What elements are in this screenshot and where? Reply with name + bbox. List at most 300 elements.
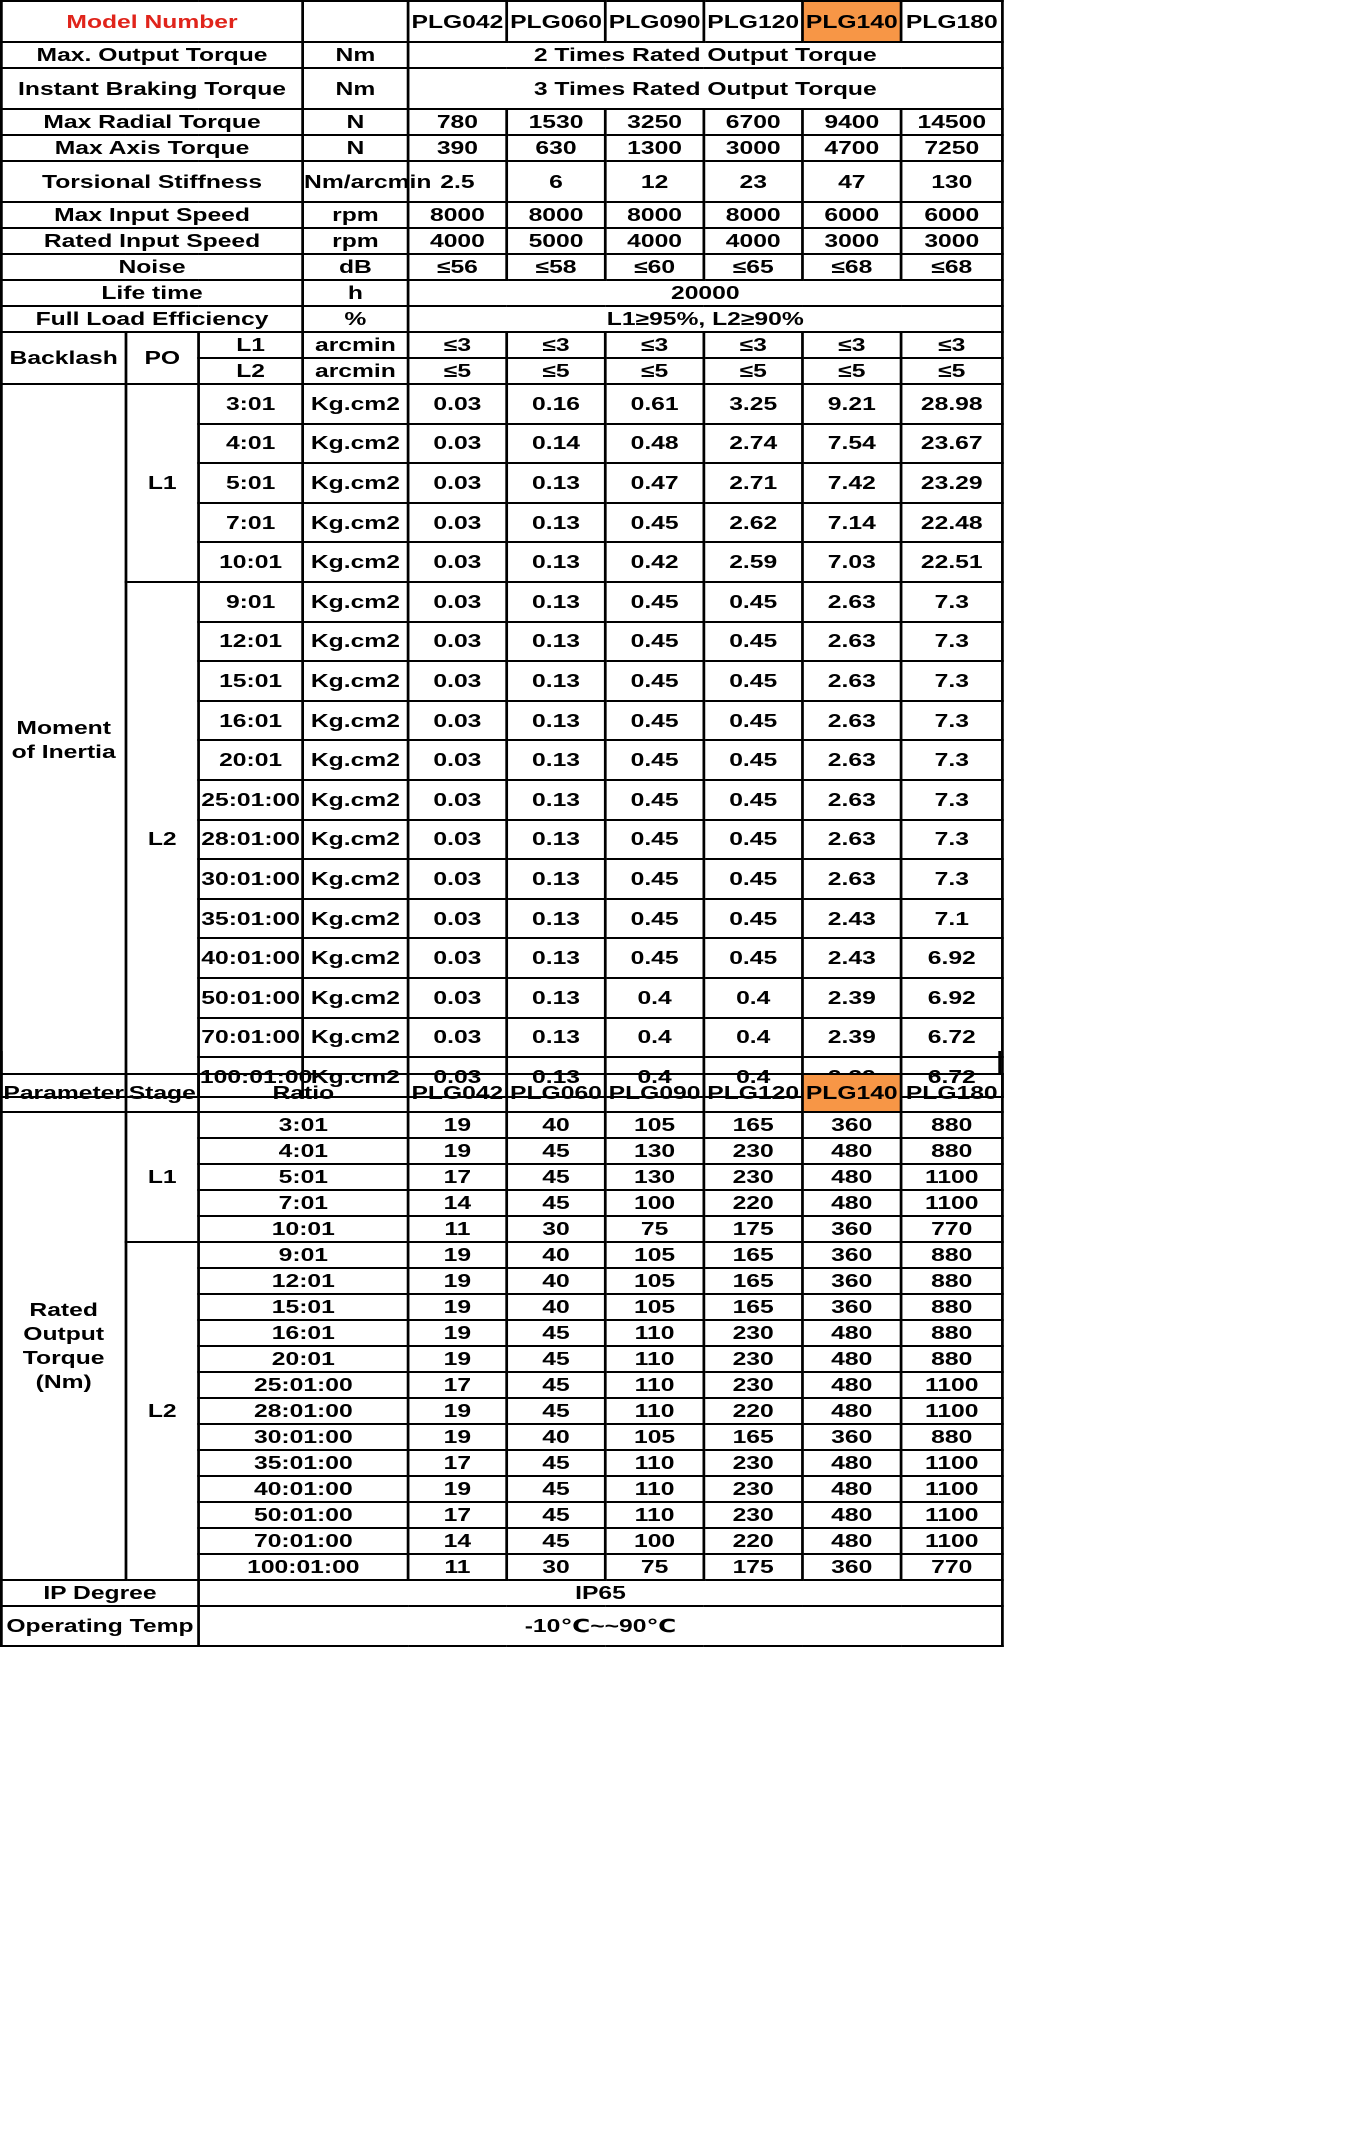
inertia-value: 0.45 <box>704 701 803 741</box>
spec-unit: N <box>303 135 408 161</box>
inertia-value: 7.3 <box>901 820 1002 860</box>
spec-value: 47 <box>803 161 902 202</box>
torque-value: 30 <box>507 1554 606 1580</box>
torque-value: 110 <box>605 1320 704 1346</box>
spec-value: 3250 <box>605 109 704 135</box>
torque-value: 480 <box>802 1372 901 1398</box>
inertia-value: 0.45 <box>605 899 704 939</box>
torque-stage: L1 <box>126 1112 199 1242</box>
ip-degree-value: IP65 <box>199 1580 1003 1606</box>
spec-value: 390 <box>408 135 507 161</box>
torque-value: 1100 <box>901 1372 1002 1398</box>
inertia-value: 7.14 <box>803 503 902 543</box>
inertia-unit: Kg.cm2 <box>303 701 408 741</box>
inertia-value: 7.3 <box>901 661 1002 701</box>
inertia-value: 0.61 <box>605 384 704 424</box>
inertia-row <box>1 384 1002 424</box>
inertia-value: 0.13 <box>507 463 606 503</box>
inertia-value: 2.63 <box>803 622 902 662</box>
inertia-value: 0.13 <box>507 820 606 860</box>
inertia-value: 0.45 <box>704 661 803 701</box>
inertia-value: 0.03 <box>408 384 507 424</box>
inertia-value: 2.62 <box>704 503 803 543</box>
model-header-plg180: PLG180 <box>901 1074 1002 1112</box>
spec-row <box>1 161 1002 202</box>
inertia-value: 0.03 <box>408 938 507 978</box>
torque-ratio: 3:01 <box>199 1112 409 1138</box>
spec-label: Noise <box>1 254 302 280</box>
spec-value: 8000 <box>605 202 704 228</box>
torque-value: 480 <box>802 1320 901 1346</box>
torque-value: 45 <box>507 1450 606 1476</box>
torque-value: 880 <box>901 1294 1002 1320</box>
torque-value: 17 <box>408 1372 507 1398</box>
torque-value: 19 <box>408 1112 507 1138</box>
inertia-value: 0.03 <box>408 542 507 582</box>
inertia-value: 0.4 <box>704 1018 803 1058</box>
inertia-value: 7.3 <box>901 582 1002 622</box>
torque-value: 880 <box>901 1138 1002 1164</box>
spec-label: Max Axis Torque <box>1 135 302 161</box>
spec-value: 4000 <box>704 228 803 254</box>
inertia-value: 23.29 <box>901 463 1002 503</box>
inertia-value: 0.45 <box>605 503 704 543</box>
torque-value: 360 <box>802 1112 901 1138</box>
inertia-value: 0.13 <box>507 542 606 582</box>
backlash-stage: L1 <box>199 332 303 358</box>
inertia-value: 0.4 <box>605 1057 704 1097</box>
inertia-ratio: 25:01:00 <box>199 780 303 820</box>
gearbox-spec-table <box>0 0 1004 1098</box>
inertia-value: 0.03 <box>408 503 507 543</box>
torque-value: 770 <box>901 1554 1002 1580</box>
torque-value: 230 <box>704 1450 803 1476</box>
torque-ratio: 30:01:00 <box>199 1424 409 1450</box>
inertia-value: 2.63 <box>803 820 902 860</box>
inertia-value: 2.59 <box>704 542 803 582</box>
torque-value: 880 <box>901 1424 1002 1450</box>
inertia-value: 0.45 <box>605 701 704 741</box>
torque-value: 45 <box>507 1502 606 1528</box>
table-spacer <box>0 1051 1001 1073</box>
inertia-value: 3.25 <box>704 384 803 424</box>
torque-value: 100 <box>605 1528 704 1554</box>
spec-merged-value: 2 Times Rated Output Torque <box>408 42 1002 68</box>
torque-value: 480 <box>802 1398 901 1424</box>
spec-value: 8000 <box>408 202 507 228</box>
torque-ratio: 7:01 <box>199 1190 409 1216</box>
spec-value: 5000 <box>507 228 606 254</box>
inertia-value: 0.45 <box>605 938 704 978</box>
inertia-value: 7.3 <box>901 701 1002 741</box>
spec-merged-value: 3 Times Rated Output Torque <box>408 68 1002 109</box>
spec-value: 4000 <box>408 228 507 254</box>
torque-value: 110 <box>605 1372 704 1398</box>
torque-value: 360 <box>802 1216 901 1242</box>
torque-value: 100 <box>605 1190 704 1216</box>
inertia-ratio: 30:01:00 <box>199 859 303 899</box>
spec-row <box>1 135 1002 161</box>
inertia-value: 2.39 <box>803 978 902 1018</box>
torque-value: 17 <box>408 1164 507 1190</box>
backlash-value: ≤3 <box>901 332 1002 358</box>
moment-of-inertia-label: Moment of Inertia <box>1 384 126 1097</box>
torque-value: 230 <box>704 1502 803 1528</box>
spec-value: 780 <box>408 109 507 135</box>
inertia-value: 7.54 <box>803 424 902 464</box>
inertia-ratio: 3:01 <box>199 384 303 424</box>
spec-row <box>1 202 1002 228</box>
torque-header-row <box>1 1074 1002 1112</box>
inertia-unit: Kg.cm2 <box>303 661 408 701</box>
inertia-value: 0.45 <box>605 622 704 662</box>
spec-value: 4700 <box>803 135 902 161</box>
torque-value: 105 <box>605 1424 704 1450</box>
torque-value: 480 <box>802 1528 901 1554</box>
spec-value: 12 <box>605 161 704 202</box>
inertia-ratio: 35:01:00 <box>199 899 303 939</box>
torque-value: 40 <box>507 1112 606 1138</box>
inertia-ratio: 4:01 <box>199 424 303 464</box>
torque-value: 110 <box>605 1346 704 1372</box>
torque-value: 165 <box>704 1242 803 1268</box>
inertia-unit: Kg.cm2 <box>303 1018 408 1058</box>
torque-value: 17 <box>408 1450 507 1476</box>
spec-label: Life time <box>1 280 302 306</box>
inertia-value: 0.13 <box>507 899 606 939</box>
spec-value: 630 <box>507 135 606 161</box>
inertia-unit: Kg.cm2 <box>303 1057 408 1097</box>
spec-unit: rpm <box>303 202 408 228</box>
inertia-ratio: 70:01:00 <box>199 1018 303 1058</box>
torque-row <box>1 1112 1002 1138</box>
torque-value: 19 <box>408 1268 507 1294</box>
torque-value: 11 <box>408 1216 507 1242</box>
torque-ratio: 20:01 <box>199 1346 409 1372</box>
inertia-value: 9.21 <box>803 384 902 424</box>
inertia-value: 0.13 <box>507 503 606 543</box>
torque-value: 230 <box>704 1346 803 1372</box>
torque-ratio: 25:01:00 <box>199 1372 409 1398</box>
torque-value: 11 <box>408 1554 507 1580</box>
inertia-unit: Kg.cm2 <box>303 503 408 543</box>
torque-value: 220 <box>704 1190 803 1216</box>
inertia-unit: Kg.cm2 <box>303 384 408 424</box>
inertia-value: 0.03 <box>408 740 507 780</box>
torque-value: 220 <box>704 1398 803 1424</box>
torque-value: 230 <box>704 1476 803 1502</box>
torque-value: 480 <box>802 1190 901 1216</box>
inertia-value: 2.43 <box>803 899 902 939</box>
operating-temp-value: -10℃~~90℃ <box>199 1606 1003 1646</box>
inertia-unit: Kg.cm2 <box>303 780 408 820</box>
torque-ratio: 70:01:00 <box>199 1528 409 1554</box>
inertia-value: 6.72 <box>901 1018 1002 1058</box>
model-header-plg140: PLG140 <box>803 1 902 42</box>
inertia-value: 0.03 <box>408 463 507 503</box>
torque-value: 1100 <box>901 1450 1002 1476</box>
inertia-value: 2.63 <box>803 740 902 780</box>
torque-value: 14 <box>408 1190 507 1216</box>
torque-ratio: 5:01 <box>199 1164 409 1190</box>
torque-value: 880 <box>901 1346 1002 1372</box>
spec-value: 1300 <box>605 135 704 161</box>
inertia-value: 0.4 <box>704 978 803 1018</box>
inertia-value: 0.03 <box>408 622 507 662</box>
torque-ratio: 9:01 <box>199 1242 409 1268</box>
inertia-stage: L2 <box>126 582 199 1097</box>
inertia-value: 0.16 <box>507 384 606 424</box>
inertia-ratio: 15:01 <box>199 661 303 701</box>
spec-value: 8000 <box>704 202 803 228</box>
torque-value: 360 <box>802 1554 901 1580</box>
inertia-value: 0.13 <box>507 740 606 780</box>
torque-value: 19 <box>408 1424 507 1450</box>
inertia-value: 0.45 <box>704 938 803 978</box>
inertia-value: 0.14 <box>507 424 606 464</box>
inertia-value: 0.03 <box>408 1057 507 1097</box>
torque-stage: L2 <box>126 1242 199 1580</box>
spec-row <box>1 42 1002 68</box>
inertia-value: 0.45 <box>704 780 803 820</box>
spec-value: 6000 <box>803 202 902 228</box>
inertia-value: 0.03 <box>408 582 507 622</box>
inertia-value: 22.51 <box>901 542 1002 582</box>
torque-value: 75 <box>605 1554 704 1580</box>
inertia-value: 0.13 <box>507 938 606 978</box>
torque-value: 1100 <box>901 1476 1002 1502</box>
spec-label: Max Radial Torque <box>1 109 302 135</box>
backlash-value: ≤3 <box>704 332 803 358</box>
torque-value: 17 <box>408 1502 507 1528</box>
torque-value: 165 <box>704 1268 803 1294</box>
inertia-unit: Kg.cm2 <box>303 978 408 1018</box>
inertia-ratio: 100:01:00 <box>199 1057 303 1097</box>
inertia-value: 0.13 <box>507 780 606 820</box>
backlash-value: ≤5 <box>704 358 803 384</box>
torque-value: 165 <box>704 1294 803 1320</box>
inertia-ratio: 10:01 <box>199 542 303 582</box>
rated-output-torque-table <box>0 1073 1004 1647</box>
torque-value: 110 <box>605 1398 704 1424</box>
torque-value: 40 <box>507 1268 606 1294</box>
spec-unit: Nm <box>303 68 408 109</box>
inertia-value: 2.63 <box>803 661 902 701</box>
inertia-unit: Kg.cm2 <box>303 622 408 662</box>
inertia-value: 0.45 <box>605 780 704 820</box>
inertia-ratio: 40:01:00 <box>199 938 303 978</box>
inertia-unit: Kg.cm2 <box>303 820 408 860</box>
torque-ratio: 15:01 <box>199 1294 409 1320</box>
inertia-ratio: 50:01:00 <box>199 978 303 1018</box>
torque-value: 45 <box>507 1190 606 1216</box>
stage-header: Stage <box>126 1074 199 1112</box>
inertia-value: 2.63 <box>803 859 902 899</box>
inertia-unit: Kg.cm2 <box>303 899 408 939</box>
torque-ratio: 35:01:00 <box>199 1450 409 1476</box>
torque-value: 45 <box>507 1528 606 1554</box>
inertia-value: 0.13 <box>507 701 606 741</box>
inertia-value: 0.47 <box>605 463 704 503</box>
inertia-value: 0.45 <box>605 859 704 899</box>
inertia-value: 0.13 <box>507 622 606 662</box>
backlash-value: ≤5 <box>507 358 606 384</box>
torque-value: 45 <box>507 1138 606 1164</box>
inertia-value: 7.3 <box>901 859 1002 899</box>
torque-value: 45 <box>507 1346 606 1372</box>
torque-value: 480 <box>802 1164 901 1190</box>
model-header-plg090: PLG090 <box>605 1 704 42</box>
backlash-unit: arcmin <box>303 358 408 384</box>
spec-row <box>1 280 1002 306</box>
backlash-value: ≤5 <box>408 358 507 384</box>
torque-value: 880 <box>901 1320 1002 1346</box>
torque-value: 480 <box>802 1502 901 1528</box>
torque-value: 19 <box>408 1242 507 1268</box>
torque-value: 30 <box>507 1216 606 1242</box>
torque-value: 480 <box>802 1138 901 1164</box>
spec-value: ≤60 <box>605 254 704 280</box>
torque-value: 770 <box>901 1216 1002 1242</box>
torque-value: 40 <box>507 1242 606 1268</box>
inertia-value: 0.03 <box>408 661 507 701</box>
inertia-value: 0.45 <box>605 740 704 780</box>
torque-value: 40 <box>507 1424 606 1450</box>
spec-unit: dB <box>303 254 408 280</box>
inertia-value: 0.03 <box>408 820 507 860</box>
inertia-ratio: 20:01 <box>199 740 303 780</box>
spec-unit: h <box>303 280 408 306</box>
spec-value: 3000 <box>901 228 1002 254</box>
spec-value: 6 <box>507 161 606 202</box>
torque-value: 1100 <box>901 1502 1002 1528</box>
inertia-value: 6.72 <box>901 1057 1002 1097</box>
spec-unit: Nm <box>303 42 408 68</box>
inertia-value: 0.03 <box>408 978 507 1018</box>
inertia-value: 0.48 <box>605 424 704 464</box>
inertia-value: 0.42 <box>605 542 704 582</box>
inertia-value: 0.03 <box>408 424 507 464</box>
torque-ratio: 40:01:00 <box>199 1476 409 1502</box>
spec-value: ≤68 <box>901 254 1002 280</box>
inertia-value: 0.45 <box>704 582 803 622</box>
spec-label: Rated Input Speed <box>1 228 302 254</box>
inertia-value: 6.92 <box>901 938 1002 978</box>
spec-value: 3000 <box>704 135 803 161</box>
torque-value: 1100 <box>901 1190 1002 1216</box>
inertia-value: 0.03 <box>408 1018 507 1058</box>
inertia-unit: Kg.cm2 <box>303 463 408 503</box>
inertia-value: 0.45 <box>704 859 803 899</box>
torque-value: 105 <box>605 1112 704 1138</box>
inertia-value: 2.74 <box>704 424 803 464</box>
torque-value: 480 <box>802 1450 901 1476</box>
torque-value: 19 <box>408 1294 507 1320</box>
torque-ratio: 28:01:00 <box>199 1398 409 1424</box>
torque-value: 1100 <box>901 1398 1002 1424</box>
torque-value: 165 <box>704 1424 803 1450</box>
spec-value: 130 <box>901 161 1002 202</box>
inertia-value: 0.45 <box>704 622 803 662</box>
spec-unit: % <box>303 306 408 332</box>
inertia-value: 2.71 <box>704 463 803 503</box>
torque-value: 480 <box>802 1476 901 1502</box>
torque-value: 45 <box>507 1476 606 1502</box>
torque-ratio: 12:01 <box>199 1268 409 1294</box>
inertia-unit: Kg.cm2 <box>303 582 408 622</box>
inertia-value: 0.4 <box>605 978 704 1018</box>
inertia-value: 7.3 <box>901 622 1002 662</box>
inertia-value: 7.42 <box>803 463 902 503</box>
inertia-unit: Kg.cm2 <box>303 542 408 582</box>
spec-label: Full Load Efficiency <box>1 306 302 332</box>
torque-value: 230 <box>704 1320 803 1346</box>
torque-ratio: 16:01 <box>199 1320 409 1346</box>
backlash-label: Backlash <box>1 332 126 384</box>
inertia-value: 7.3 <box>901 780 1002 820</box>
ip-degree-label: IP Degree <box>1 1580 198 1606</box>
spec-row <box>1 306 1002 332</box>
inertia-value: 0.13 <box>507 978 606 1018</box>
model-header-plg042: PLG042 <box>408 1 507 42</box>
spec-value: 7250 <box>901 135 1002 161</box>
inertia-ratio: 9:01 <box>199 582 303 622</box>
model-number-label: Model Number <box>1 1 302 42</box>
inertia-ratio: 5:01 <box>199 463 303 503</box>
model-header-plg060: PLG060 <box>507 1 606 42</box>
torque-value: 14 <box>408 1528 507 1554</box>
backlash-value: ≤3 <box>803 332 902 358</box>
model-header-plg042: PLG042 <box>408 1074 507 1112</box>
spec-row <box>1 109 1002 135</box>
torque-ratio: 100:01:00 <box>199 1554 409 1580</box>
spec-value: ≤65 <box>704 254 803 280</box>
inertia-value: 0.45 <box>605 582 704 622</box>
spec-value: 14500 <box>901 109 1002 135</box>
inertia-value: 0.45 <box>704 820 803 860</box>
torque-value: 480 <box>802 1346 901 1372</box>
spec-value: ≤58 <box>507 254 606 280</box>
backlash-value: ≤5 <box>901 358 1002 384</box>
torque-value: 110 <box>605 1450 704 1476</box>
torque-value: 220 <box>704 1528 803 1554</box>
torque-value: 1100 <box>901 1528 1002 1554</box>
inertia-value: 28.98 <box>901 384 1002 424</box>
inertia-value: 0.45 <box>605 661 704 701</box>
spec-label: Instant Braking Torque <box>1 68 302 109</box>
inertia-value: 23.67 <box>901 424 1002 464</box>
torque-value: 45 <box>507 1164 606 1190</box>
torque-value: 40 <box>507 1294 606 1320</box>
torque-value: 165 <box>704 1112 803 1138</box>
spec-value: 1530 <box>507 109 606 135</box>
inertia-value: 0.13 <box>507 859 606 899</box>
backlash-po-label: PO <box>126 332 199 384</box>
header-row <box>1 1 1002 42</box>
model-header-plg120: PLG120 <box>704 1 803 42</box>
ratio-header: Ratio <box>199 1074 409 1112</box>
model-header-plg090: PLG090 <box>605 1074 704 1112</box>
torque-value: 19 <box>408 1346 507 1372</box>
inertia-value: 6.92 <box>901 978 1002 1018</box>
torque-value: 19 <box>408 1138 507 1164</box>
inertia-ratio: 16:01 <box>199 701 303 741</box>
spec-label: Torsional Stiffness <box>1 161 302 202</box>
torque-value: 110 <box>605 1476 704 1502</box>
inertia-value: 0.03 <box>408 899 507 939</box>
spec-value: 3000 <box>803 228 902 254</box>
header-unit-blank <box>303 1 408 42</box>
